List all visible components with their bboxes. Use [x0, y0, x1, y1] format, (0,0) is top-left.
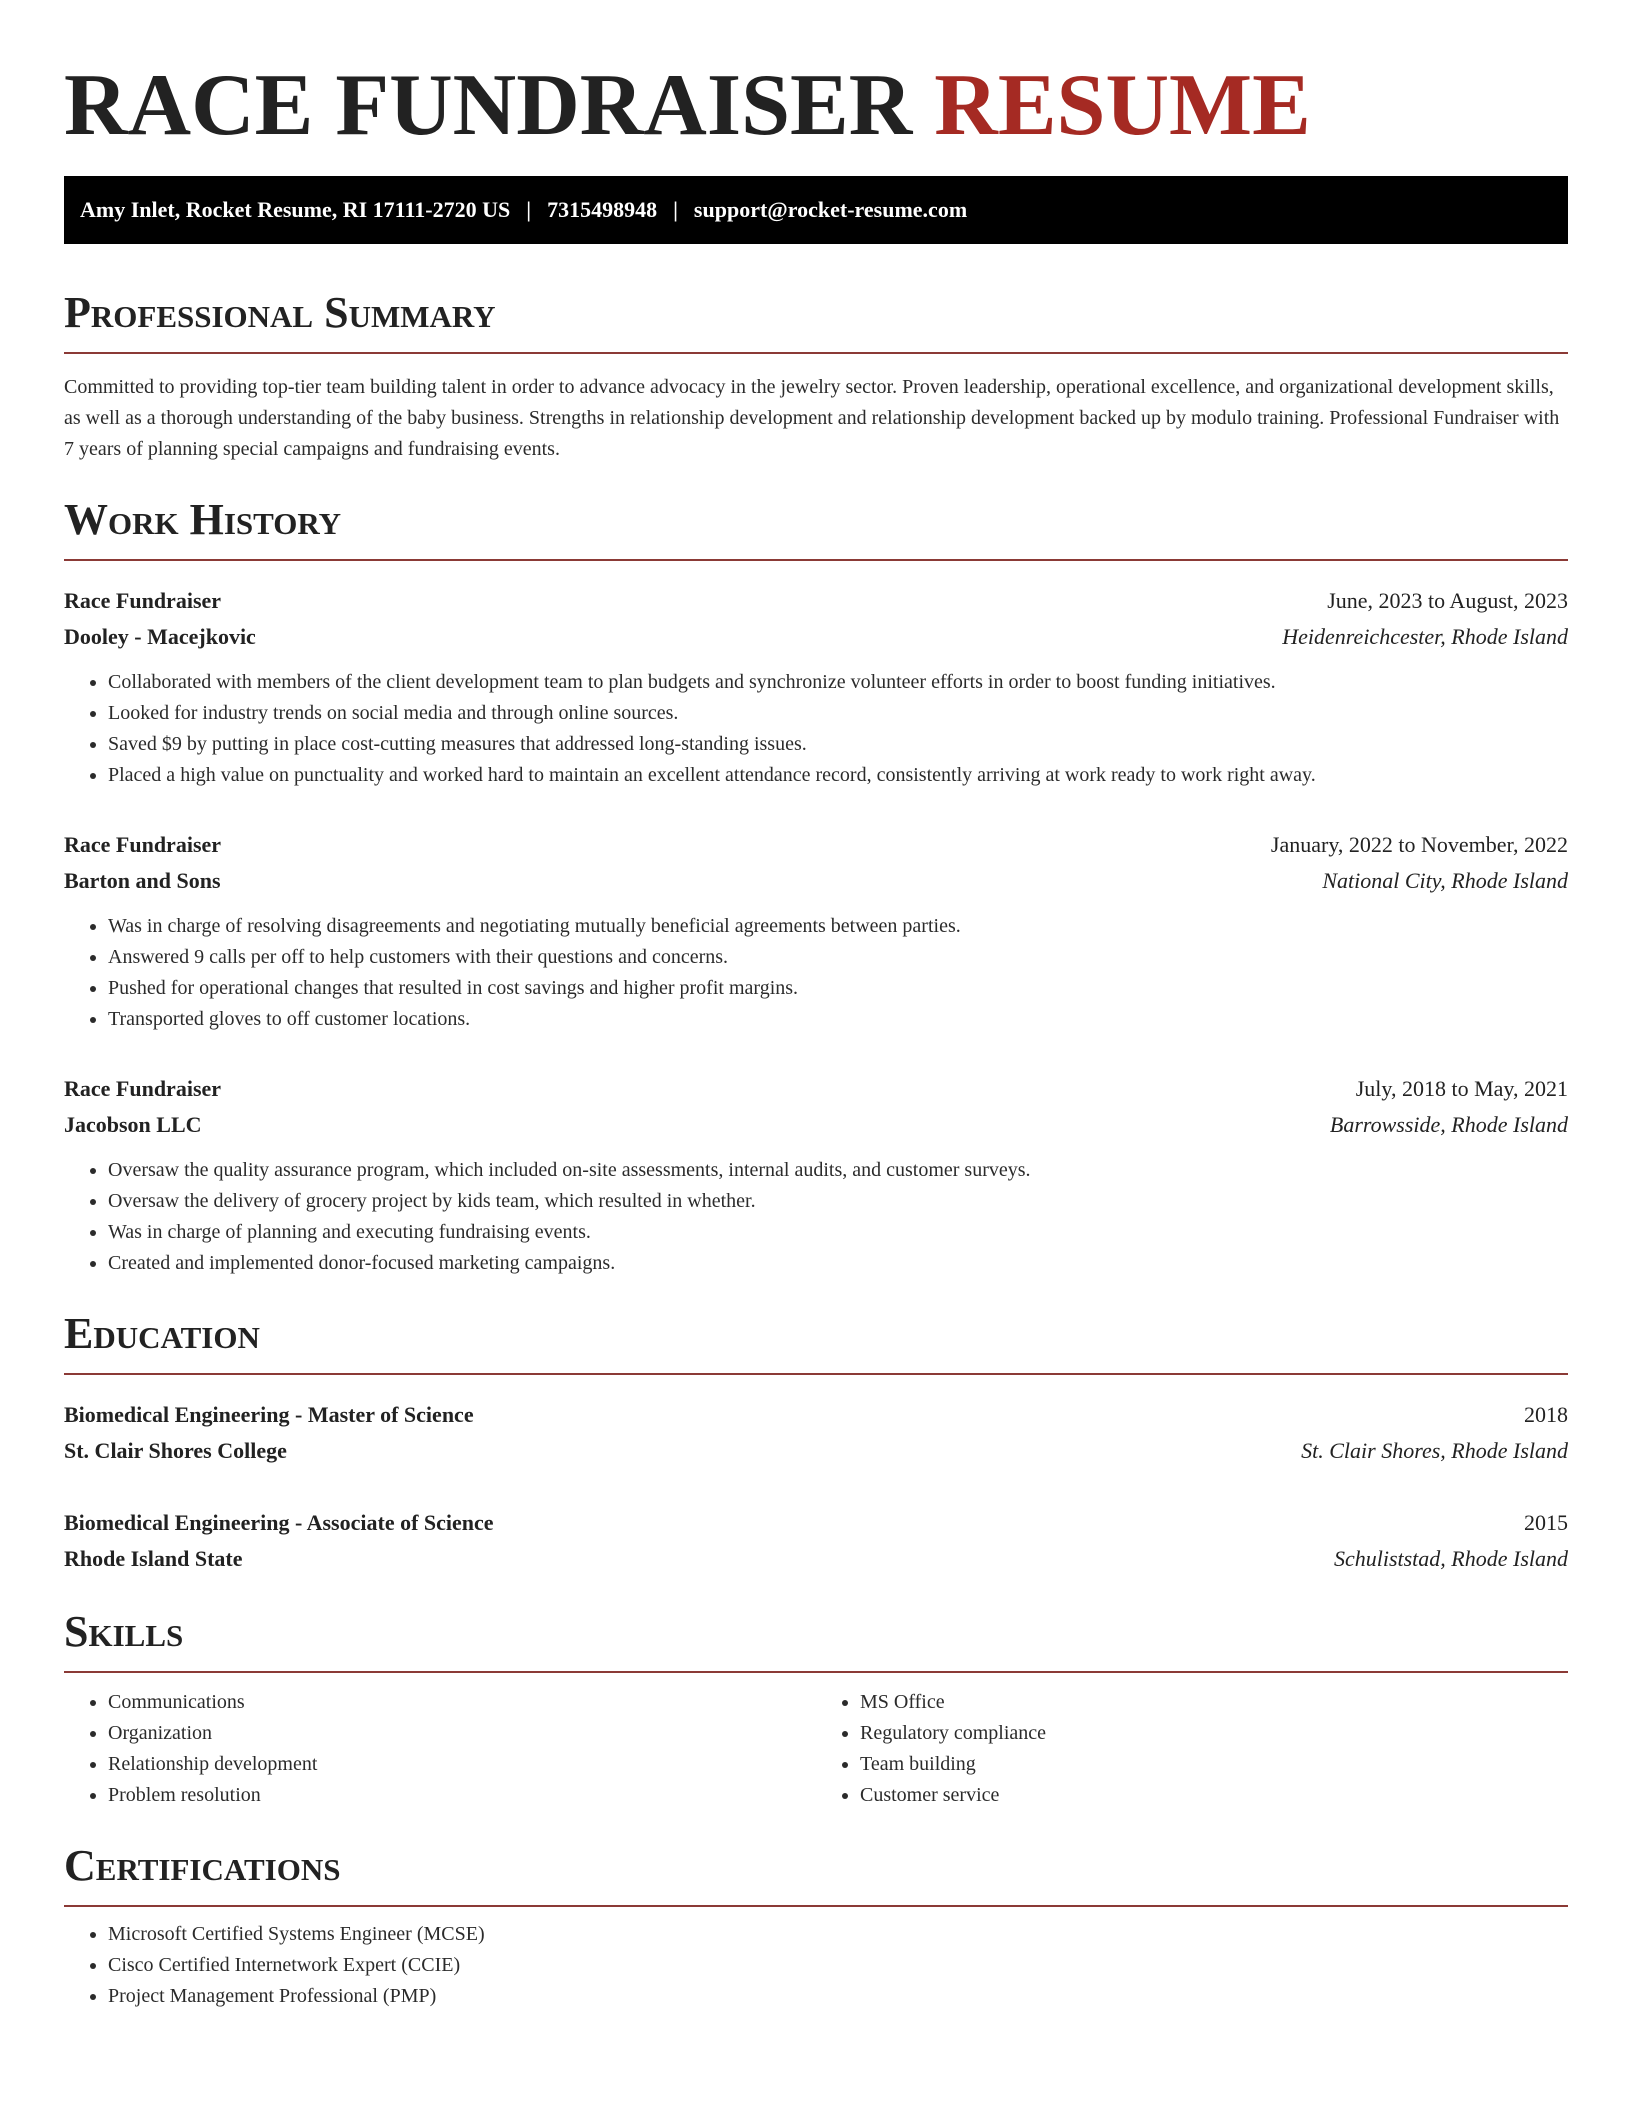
skills-grid: [64, 1687, 1568, 1811]
education-year: 2015: [1524, 1510, 1568, 1535]
certification-item: • Cisco Certified Internetwork Expert (CCIE): [108, 1950, 1568, 1981]
job-location: Barrowsside, Rhode Island: [1329, 1112, 1568, 1137]
job-bullet: • Oversaw the delivery of grocery project by kids team, which resulted in whether.: [108, 1186, 1568, 1217]
certification-item: • Microsoft Certified Systems Engineer (MCSE): [108, 1919, 1568, 1950]
job-bullet: • Answered 9 calls per off to help customers with their questions and concerns.: [108, 942, 1568, 973]
skill-item: • Team building: [860, 1749, 1568, 1780]
job-company: Barton and Sons: [64, 868, 221, 893]
certifications-section: [64, 1841, 1568, 2012]
skill-item: • Communications: [108, 1687, 816, 1718]
skill-item: • Relationship development: [108, 1749, 816, 1780]
job-bullet: • Was in charge of planning and executing fundraising events.: [108, 1217, 1568, 1248]
certifications-list: [64, 1919, 1568, 2012]
education-heading: Education: [64, 1309, 1568, 1375]
skills-section: [64, 1607, 1568, 1811]
education-degree: Biomedical Engineering - Associate of Science: [64, 1510, 494, 1535]
job-bullets: [64, 1155, 1568, 1279]
summary-text: Committed to providing top-tier team building talent in order to advance advocacy in the jewelry sector. Proven leadership, operational excellence, and organizational development skills, as well as a thorough understanding of the baby business. Strengths in relationship development and relationship development backed up by modulo training. Professional Fundraiser with 7 years of planning special campaigns and fundraising events.: [64, 376, 1560, 460]
title-accent: RESUME: [934, 57, 1311, 154]
contact-separator: |: [526, 197, 532, 222]
job-bullet: • Transported gloves to off customer locations.: [108, 1004, 1568, 1035]
job-title: Race Fundraiser: [64, 588, 222, 613]
job-bullet: • Placed a high value on punctuality and worked hard to maintain an excellent attendance record, consistently arriving at work ready to work right away.: [108, 760, 1568, 791]
skills-list-left: [64, 1687, 816, 1811]
education-section: [64, 1309, 1568, 1577]
education-entry: [64, 1397, 1568, 1469]
job-location: Heidenreichcester, Rhode Island: [1282, 624, 1568, 649]
education-degree: Biomedical Engineering - Master of Science: [64, 1402, 474, 1427]
skills-heading: Skills: [64, 1607, 1568, 1673]
job-bullet: • Looked for industry trends on social media and through online sources.: [108, 698, 1568, 729]
certification-item: • Project Management Professional (PMP): [108, 1981, 1568, 2012]
contact-email: support@rocket-resume.com: [693, 197, 968, 222]
job-location: National City, Rhode Island: [1322, 868, 1568, 893]
job-bullets: [64, 667, 1568, 791]
page-title: [64, 56, 1568, 156]
education-location: Schuliststad, Rhode Island: [1333, 1546, 1568, 1571]
job-entry: [64, 583, 1568, 791]
skill-item: • Regulatory compliance: [860, 1718, 1568, 1749]
skill-item: • MS Office: [860, 1687, 1568, 1718]
job-bullets: [64, 911, 1568, 1035]
job-company: Dooley - Macejkovic: [64, 624, 256, 649]
job-dates: January, 2022 to November, 2022: [1270, 832, 1568, 857]
summary-heading: Professional Summary: [64, 288, 1568, 354]
contact-address: Amy Inlet, Rocket Resume, RI 17111-2720 US: [80, 197, 511, 222]
education-school: St. Clair Shores College: [64, 1438, 287, 1463]
skill-item: • Customer service: [860, 1780, 1568, 1811]
job-bullet: • Collaborated with members of the client development team to plan budgets and synchronize volunteer efforts in order to boost funding initiatives.: [108, 667, 1568, 698]
title-main: RACE FUNDRAISER: [64, 57, 913, 154]
skills-list-right: [816, 1687, 1568, 1811]
summary-section: [64, 288, 1568, 465]
job-dates: June, 2023 to August, 2023: [1327, 588, 1568, 613]
job-dates: July, 2018 to May, 2021: [1355, 1076, 1568, 1101]
job-title: Race Fundraiser: [64, 1076, 222, 1101]
work-history-section: [64, 495, 1568, 1279]
job-bullet: • Pushed for operational changes that resulted in cost savings and higher profit margins.: [108, 973, 1568, 1004]
education-location: St. Clair Shores, Rhode Island: [1301, 1438, 1568, 1463]
contact-separator: |: [673, 197, 678, 222]
job-bullet: • Created and implemented donor-focused marketing campaigns.: [108, 1248, 1568, 1279]
work-history-heading: Work History: [64, 495, 1568, 561]
job-entry: [64, 1071, 1568, 1279]
contact-bar: [64, 176, 1568, 244]
job-bullet: • Saved $9 by putting in place cost-cutting measures that addressed long-standing issues.: [108, 729, 1568, 760]
job-bullet: • Oversaw the quality assurance program, which included on-site assessments, internal audits, and customer surveys.: [108, 1155, 1568, 1186]
certifications-heading: Certifications: [64, 1841, 1568, 1907]
skill-item: • Problem resolution: [108, 1780, 816, 1811]
job-title: Race Fundraiser: [64, 832, 222, 857]
job-entry: [64, 827, 1568, 1035]
job-bullet: • Was in charge of resolving disagreements and negotiating mutually beneficial agreements between parties.: [108, 911, 1568, 942]
education-year: 2018: [1524, 1402, 1568, 1427]
education-school: Rhode Island State: [64, 1546, 243, 1571]
contact-phone: 7315498948: [547, 197, 658, 222]
job-company: Jacobson LLC: [64, 1112, 202, 1137]
education-entry: [64, 1505, 1568, 1577]
skill-item: • Organization: [108, 1718, 816, 1749]
